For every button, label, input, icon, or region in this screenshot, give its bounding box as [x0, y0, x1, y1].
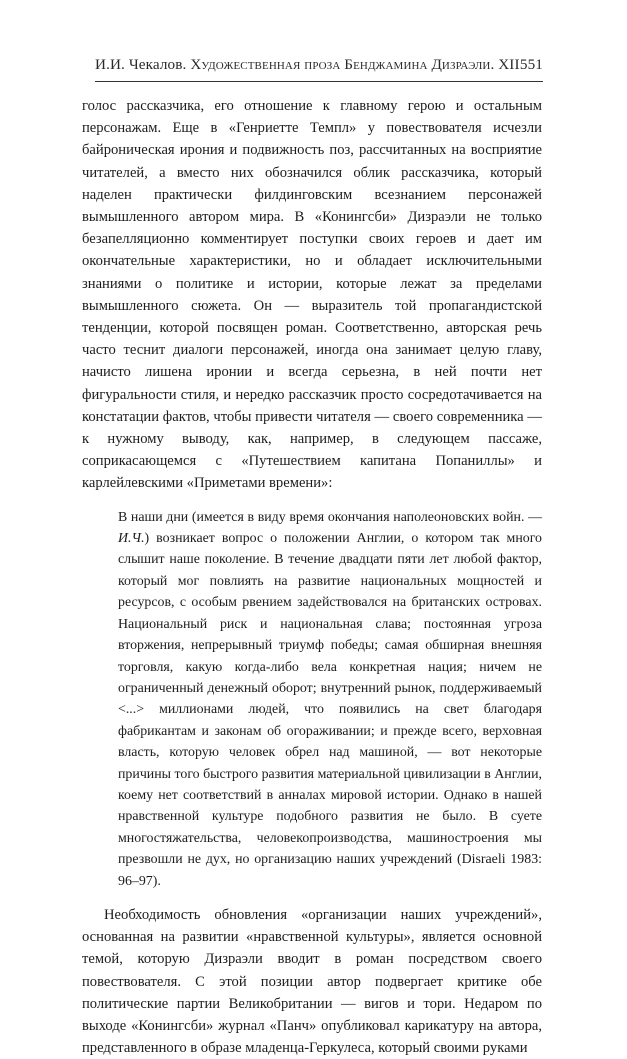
running-head-author: И.И. Чекалов.: [95, 56, 187, 73]
quote-author-initials: И.Ч.: [118, 531, 145, 547]
block-quote: [118, 507, 542, 892]
quote-text-rest: ) возникает вопрос о положении Англии, о котором так много слышит наше поколение. В течение двадцати пяти лет любой фактор, который мог повлиять на развитие национальных мощностей и ресурсов, с особым рвением задействовался на британских островах. Национальный риск и национальная слава; постоянная угроза вторжения, непрерывный триумф победы; самая обширная внешняя торговля, какую когда-либо вела конкретная нация; ничем не ограниченный денежный оборот; внутренний рынок, поддерживаемый <...> миллионами людей, что появились на свет благодаря фабрикантам и законам об огораживании; и прежде всего, верховная власть, которую человек обрел над машиной, — вот некоторые причины того быстрого развития материальной цивилизации в Англии, коему нет соответствий в анналах мировой истории. Однако в нашей нравственной культуре подобного развития не было. В суете многостяжательства, человекопроизводства, машиностроения мы презвошли не дух, но организацию наших учреждений (Disraeli 1983: 96–97).: [118, 531, 542, 889]
quote-text-start: В наши дни (имеется в виду время окончания наполеоновских войн. —: [118, 509, 542, 525]
running-head-chapter: Художественная проза Бенджамина Дизраэли. XII: [190, 56, 520, 73]
running-head-title: [95, 56, 520, 74]
header-rule: [95, 81, 543, 82]
page-number: 551: [519, 56, 543, 73]
paragraph-1: голос рассказчика, его отношение к главному герою и остальным персонажам. Еще в «Генриетте Темпл» у повествователя исчезли байроническая ирония и подвижность поз, рассчитанных на восприятие читателей, а вместо них обозначился облик рассказчика, который наделен практически филдинговским всезнанием персонажей вымышленного автором мира. В «Конингсби» Дизраэли не только безапелляционно комментирует поступки своих героев и дает им окончательные характеристики, но и обладает исключительными знаниями о политике и истории, которые лежат за пределами вымышленного сюжета. Он — выразитель той пропагандистской тенденции, которой посвящен роман. Соответственно, авторская речь часто теснит диалоги персонажей, иногда она занимает целую главу, начисто лишена иронии и всегда серьезна, в ней почти нет фигуральности стиля, и нередко рассказчик просто сосредотачивается на констатации фактов, чтобы привести читателя — своего современника — к нужному выводу, как, например, в следующем пассаже, соприкасающемся с «Путешествием капитана Попаниллы» и карлейлевскими «Приметами времени»:: [82, 98, 542, 492]
body-text: [82, 95, 542, 1059]
paragraph-2: Необходимость обновления «организации наших учреждений», основанная на развитии «нравственной культуры», является основной темой, которую Дизраэли вводит в роман посредством своего повествователя. С этой позиции автор подвергает критике обе политические партии Великобритании — вигов и тори. Недаром по выходе «Конингсби» журнал «Панч» опубликовал карикатуру на автора, представленного в образе младенца-Геркулеса, который своими руками: [82, 906, 542, 1057]
running-head: [95, 56, 543, 76]
